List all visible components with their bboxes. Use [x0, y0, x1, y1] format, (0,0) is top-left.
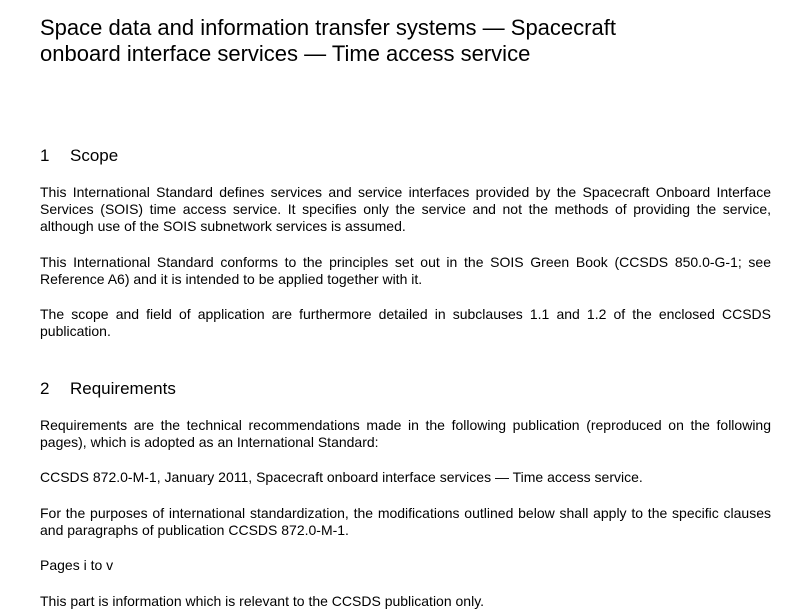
section-2-paragraph-2: CCSDS 872.0-M-1, January 2011, Spacecraft onboard interface services — Time access service. — [40, 469, 643, 485]
section-2-title: Requirements — [70, 379, 176, 398]
section-1-paragraph-2: This International Standard conforms to the principles set out in the SOIS Green Book (CCSDS 850.0-G-1; see Reference A6) and it is intended to be applied together with it. — [40, 254, 771, 287]
section-1-title: Scope — [70, 146, 119, 165]
section-1-paragraph-3: The scope and field of application are furthermore detailed in subclauses 1.1 and 1.2 of the enclosed CCSDS publication. — [40, 306, 771, 339]
document-title — [40, 15, 771, 67]
section-2-paragraph-3: For the purposes of international standardization, the modifications outlined below shall apply to the specific clauses and paragraphs of publication CCSDS 872.0-M-1. — [40, 505, 771, 538]
section-2-heading — [40, 379, 176, 399]
section-2-number: 2 — [40, 379, 50, 398]
document-title-line-2: onboard interface services — Time access service — [40, 41, 531, 66]
section-1-heading — [40, 146, 118, 166]
section-1-paragraph-1: This International Standard defines services and service interfaces provided by the Spacecraft Onboard Interface Services (SOIS) time access service. It specifies only the service and not the methods of providing the service, although use of the SOIS subnetwork services is assumed. — [40, 184, 771, 234]
section-2-paragraph-4: Pages i to v — [40, 557, 114, 573]
section-2-paragraph-5: This part is information which is relevant to the CCSDS publication only. — [40, 593, 485, 609]
document-title-line-1: Space data and information transfer systems — Spacecraft — [40, 15, 616, 40]
section-1-number: 1 — [40, 146, 50, 165]
section-2-paragraph-1: Requirements are the technical recommendations made in the following publication (reproduced on the following pages), which is adopted as an International Standard: — [40, 417, 771, 450]
